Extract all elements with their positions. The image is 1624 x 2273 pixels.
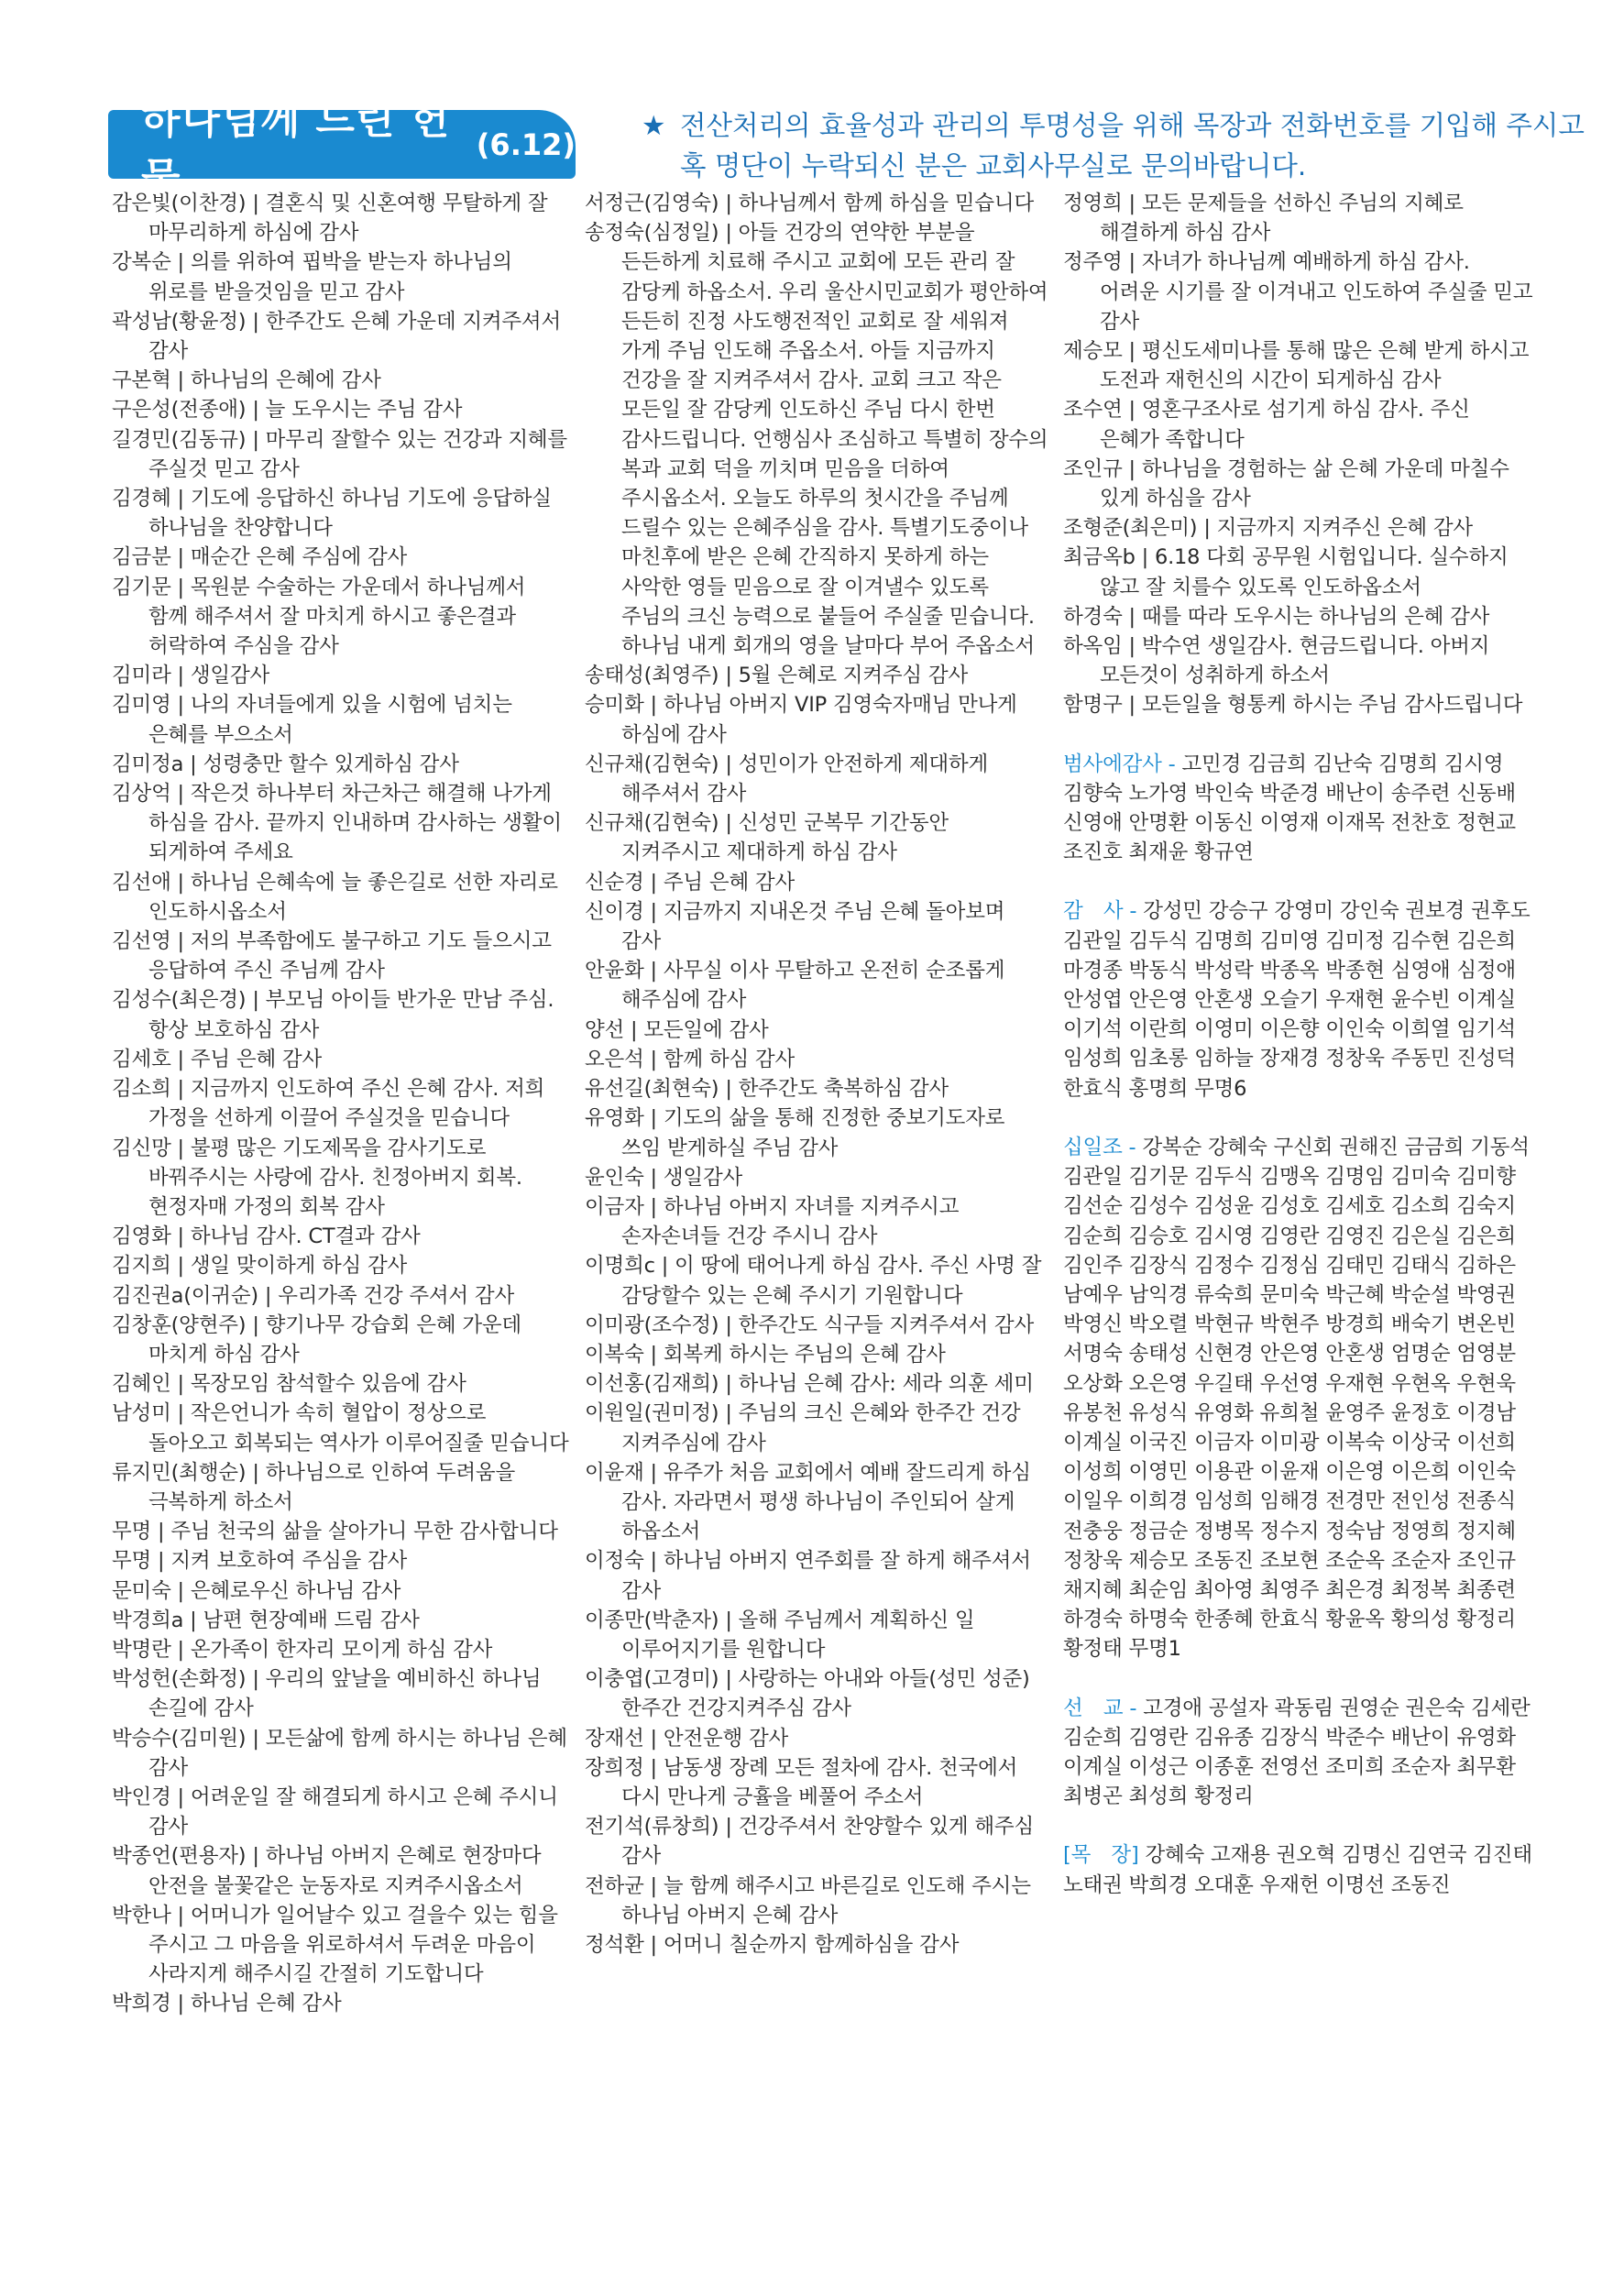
offering-entry: 신규채(김현숙) | 성민이가 안전하게 제대하게 해주셔서 감사	[585, 752, 988, 807]
offering-entry: 김지희 | 생일 맞이하게 하심 감사	[112, 1254, 408, 1279]
offering-entry: 유영화 | 기도의 삶을 통해 진정한 중보기도자로 쓰임 받게하실 주님 감사	[585, 1106, 1005, 1160]
offering-entry: 제승모 | 평신도세미나를 통해 많은 은혜 받게 하시고 도전과 재헌신의 시간이 되게하심 감사	[1063, 339, 1530, 393]
offering-entry: 남성미 | 작은언니가 속히 혈압이 정상으로 돌아오고 회복되는 역사가 이루어질줄 믿습니다	[112, 1401, 569, 1455]
offering-entry: 신이경 | 지금까지 지내온것 주님 은혜 돌아보며 감사	[585, 899, 1005, 954]
offering-entry: 박인경 | 어려운일 잘 해결되게 하시고 은혜 주시니 감사	[112, 1784, 558, 1839]
offering-entry: 이원일(권미정) | 주님의 크신 은혜와 한주간 건강 지켜주심에 감사	[585, 1401, 1021, 1455]
offering-entry: 강복순 | 의를 위하여 핍박을 받는자 하나님의 위로를 받을것임을 믿고 감사	[112, 250, 512, 304]
offering-entry: 박명란 | 온가족이 한자리 모이게 하심 감사	[112, 1637, 493, 1662]
offering-entry: 신순경 | 주님 은혜 감사	[585, 870, 796, 895]
offering-entry: 이선홍(김재희) | 하나님 은혜 감사: 세라 의훈 세미	[585, 1372, 1034, 1397]
offering-entry: 조인규 | 하나님을 경험하는 삶 은혜 가운데 마칠수 있게 하심을 감사	[1063, 456, 1509, 511]
offering-entry: 이복숙 | 회복케 하시는 주님의 은혜 감사	[585, 1342, 946, 1367]
section-separator: -	[1123, 899, 1144, 924]
offering-column-3	[1063, 189, 1534, 1900]
offering-entry: 김선애 | 하나님 은혜속에 늘 좋은길로 선한 자리로 인도하시옵소서	[112, 870, 558, 924]
offering-entry: 장재선 | 안전운행 감사	[585, 1726, 789, 1751]
section-label: 십일조	[1063, 1135, 1123, 1159]
offering-entry: 양선 | 모든일에 감사	[585, 1017, 769, 1042]
notice	[642, 105, 1585, 186]
offering-entry: 김기문 | 목원분 수술하는 가운데서 하나님께서 함께 해주셔서 잘 마치게 하시고 좋은결과 허락하여 주심을 감사	[112, 575, 526, 659]
offering-entry: 곽성남(황윤정) | 한주간도 은혜 가운데 지켜주셔서 감사	[112, 309, 561, 364]
offering-entry: 류지민(최행순) | 하나님으로 인하여 두려움을 극복하게 하소서	[112, 1460, 515, 1514]
section-names: 강복순 강혜숙 구신회 권해진 금금희 기동석 김관일 김기문 김두식 김맹옥 김명임 김미숙 김미향 김선순 김성수 김성윤 김성호 김세호 김소희 김숙지 김순희 김승호 김시영 김영란 김영진 김은실 김은희 김인주 김장식 김정수 김정심 김태민 김태식 김하은 남예우 남익경 류숙희 문미숙 박근혜 박순설 박영권 박영신 박오렬 박현규 박현주 방경희 배숙기 변온빈 서명숙 송태성 신현경 안은영 안혼생 엄명순 엄영분 오상화 오은영 우길태 우선영 우재현 우현옥 우현욱 유봉천 유성식 유영화 유희철 윤영주 윤정호 이경남 이계실 이국진 이금자 이미광 이복숙 이상국 이선희 이성희 이영민 이용관 이윤재 이은영 이은희 이인숙 이일우 이희경 임성희 임해경 전경만 전인성 전종식 전충웅 정금순 정병목 정수지 정숙남 정영희 정지혜 정창욱 제승모 조동진 조보현 조순옥 조순자 조인규 채지혜 최순임 최아영 최영주 최은경 최정복 최종련 하경숙 하명숙 한종혜 한효식 황윤옥 황의성 황정리 황정태 무명1	[1063, 1135, 1530, 1662]
offering-entry: 박희경 | 하나님 은혜 감사	[112, 1992, 342, 2016]
offering-entry: 오은석 | 함께 하심 감사	[585, 1047, 796, 1071]
offering-column-1	[112, 189, 570, 2019]
offering-entry: 이충엽(고경미) | 사랑하는 아내와 아들(성민 성준) 한주간 건강지켜주심 감사	[585, 1667, 1030, 1721]
page-title: 하나님께 드린 헌물	[141, 95, 451, 202]
offering-entry: 김금분 | 매순간 은혜 주심에 감사	[112, 545, 408, 570]
offering-entry: 정주영 | 자녀가 하나님께 예배하게 하심 감사. 어려운 시기를 잘 이겨내고 인도하여 주실줄 믿고 감사	[1063, 250, 1533, 334]
star-icon: ★	[642, 110, 666, 141]
offering-entry: 전기석(류창희) | 건강주셔서 찬양할수 있게 해주심 감사	[585, 1815, 1034, 1869]
section-label: [목 장]	[1063, 1843, 1139, 1868]
section-names: 강혜숙 고재용 권오혁 김명신 김연국 김진태 노태권 박희경 오대훈 우재헌 이명선 조동진	[1063, 1843, 1532, 1897]
offering-entry: 하옥임 | 박수연 생일감사. 현금드립니다. 아버지 모든것이 성취하게 하소서	[1063, 634, 1490, 688]
offering-entry: 윤인숙 | 생일감사	[585, 1165, 743, 1190]
offering-entry: 무명 | 주님 천국의 삶을 살아가니 무한 감사합니다	[112, 1520, 558, 1544]
offering-entry: 승미화 | 하나님 아버지 VIP 김영숙자매님 만나게 하심에 감사	[585, 693, 1017, 747]
offering-entry: 함명구 | 모든일을 형통케 하시는 주님 감사드립니다	[1063, 693, 1523, 718]
offering-entry: 김소희 | 지금까지 인도하여 주신 은혜 감사. 저희 가정을 선하게 이끌어 주실것을 믿습니다	[112, 1077, 545, 1131]
header-badge	[108, 95, 576, 202]
offering-entry: 김상억 | 작은것 하나부터 차근차근 해결해 나가게 하심을 감사. 끝까지 인내하며 감사하는 생활이 되게하여 주세요	[112, 782, 562, 865]
offering-entry: 송태성(최영주) | 5월 은혜로 지켜주심 감사	[585, 664, 968, 688]
donor-section	[1063, 1133, 1534, 1664]
offering-entry: 김세호 | 주님 은혜 감사	[112, 1047, 323, 1071]
offering-entry: 길경민(김동규) | 마무리 잘할수 있는 건강과 지혜를 주실것 믿고 감사	[112, 427, 567, 481]
offering-entry: 하경숙 | 때를 따라 도우시는 하나님의 은혜 감사	[1063, 604, 1490, 629]
donor-section	[1063, 896, 1534, 1103]
section-separator: -	[1122, 1135, 1143, 1159]
section-label: 범사에감사	[1063, 752, 1162, 776]
offering-entry: 조수연 | 영혼구조사로 섬기게 하심 감사. 주신 은혜가 족합니다	[1063, 398, 1470, 452]
offering-entry: 김미라 | 생일감사	[112, 664, 270, 688]
offering-entry: 김미정a | 성령충만 할수 있게하심 감사	[112, 752, 459, 776]
offering-entry: 김미영 | 나의 자녀들에게 있을 시험에 넘치는 은혜를 부으소서	[112, 693, 512, 747]
offering-entry: 이윤재 | 유주가 처음 교회에서 예배 잘드리게 하심 감사. 자라면서 평생 하나님이 주인되어 살게 하옵소서	[585, 1460, 1031, 1544]
section-separator: -	[1161, 752, 1182, 776]
donor-section	[1063, 1840, 1534, 1899]
offering-entry: 정영희 | 모든 문제들을 선하신 주님의 지혜로 해결하게 하심 감사	[1063, 192, 1464, 246]
donor-section	[1063, 1694, 1534, 1812]
section-names: 고민경 김금희 김난숙 김명희 김시영 김향숙 노가영 박인숙 박준경 배난이 송주련 신동배 신영애 안명환 이동신 이영재 이재목 전찬호 정현교 조진호 최재윤 황규연	[1063, 752, 1516, 865]
offering-entry: 장희정 | 남동생 장례 모든 절차에 감사. 천국에서 다시 만나게 긍휼을 베풀어 주소서	[585, 1755, 1018, 1809]
offering-entry: 정석환 | 어머니 칠순까지 함께하심을 감사	[585, 1932, 960, 1957]
offering-entry: 이종만(박춘자) | 올해 주님께서 계획하신 일 이루어지기를 원합니다	[585, 1608, 975, 1662]
offering-entry: 최금옥b | 6.18 다회 공무원 시험입니다. 실수하지 않고 잘 치를수 있도록 인도하옵소서	[1063, 545, 1509, 599]
offering-column-2	[585, 189, 1048, 1960]
notice-line-1: 전산처리의 효율성과 관리의 투명성을 위해 목장과 전화번호를 기입해 주시고	[680, 110, 1585, 141]
offering-entry: 무명 | 지켜 보호하여 주심을 감사	[112, 1549, 408, 1574]
offering-entry: 김성수(최은경) | 부모님 아이들 반가운 만남 주심. 항상 보호하심 감사	[112, 988, 554, 1042]
section-label: 선 교	[1063, 1696, 1124, 1720]
offering-entry: 안윤화 | 사무실 이사 무탈하고 온전히 순조롭게 해주심에 감사	[585, 959, 1005, 1013]
offering-entry: 김혜인 | 목장모임 참석할수 있음에 감사	[112, 1372, 466, 1397]
offering-entry: 박성헌(손화정) | 우리의 앞날을 예비하신 하나님 손길에 감사	[112, 1667, 542, 1721]
offering-entry: 구본혁 | 하나님의 은혜에 감사	[112, 368, 381, 393]
offering-entry: 김창훈(양현주) | 향기나무 강습회 은혜 가운데 마치게 하심 감사	[112, 1312, 521, 1367]
offering-entry: 유선길(최현숙) | 한주간도 축복하심 감사	[585, 1077, 949, 1102]
section-separator: -	[1123, 1696, 1144, 1720]
offering-entry: 이미광(조수정) | 한주간도 식구들 지켜주셔서 감사	[585, 1312, 1034, 1337]
section-names: 강성민 강승구 강영미 강인숙 권보경 권후도 김관일 김두식 김명희 김미영 김미정 김수현 김은희 마경종 박동식 박성락 박종옥 박종현 심영애 심정애 안성엽 안은영 안혼생 오슬기 우재현 윤수빈 이계실 이기석 이란희 이영미 이은향 이인숙 이희열 임기석 임성희 임초롱 임하늘 장재경 정창욱 주동민 진성덕 한효식 홍명희 무명6	[1063, 899, 1531, 1101]
offering-entry: 송정숙(심정일) | 아들 건강의 연약한 부분을 든든하게 치료해 주시고 교회에 모든 관리 잘 감당케 하옵소서. 우리 울산시민교회가 평안하여 든든히 진정 사도행전적인 교회로 잘 세워져 가게 주님 인도해 주옵소서. 아들 지금까지 건강을 잘 지켜주셔서 감사. 교회 크고 작은 모든일 잘 감당케 인도하신 주님 다시 한번 감사드립니다. 언행심사 조심하고 특별히 장수의 복과 교회 덕을 끼치며 믿음을 더하여 주시옵소서. 오늘도 하루의 첫시간을 주님께 드릴수 있는 은혜주심을 감사. 특별기도중이나 마친후에 받은 은혜 간직하지 못하게 하는 사악한 영들 믿음으로 잘 이겨낼수 있도록 주님의 크신 능력으로 붙들어 주실줄 믿습니다. 하나님 내게 회개의 영을 날마다 부어 주옵소서	[585, 221, 1048, 659]
offering-entry: 김영화 | 하나님 감사. CT결과 감사	[112, 1224, 421, 1249]
offering-entry: 박승수(김미원) | 모든삶에 함께 하시는 하나님 은혜 감사	[112, 1726, 567, 1780]
notice-line-2: 혹 명단이 누락되신 분은 교회사무실로 문의바랍니다.	[680, 150, 1307, 181]
section-names: 고경애 공설자 곽동림 권영순 권은숙 김세란 김순희 김영란 김유종 김장식 박준수 배난이 유영화 이계실 이성근 이종훈 전영선 조미희 조순자 최무환 최병곤 최성희 황정리	[1063, 1696, 1531, 1809]
offering-entry: 감은빛(이찬경) | 결혼식 및 신혼여행 무탈하게 잘 마무리하게 하심에 감사	[112, 192, 548, 246]
offering-entry: 서정근(김영숙) | 하나님께서 함께 하심을 믿습니다	[585, 192, 1034, 215]
offering-entry: 신규채(김현숙) | 신성민 군복무 기간동안 지켜주시고 제대하게 하심 감사	[585, 811, 949, 865]
offering-entry: 이금자 | 하나님 아버지 자녀를 지켜주시고 손자손녀들 건강 주시니 감사	[585, 1194, 960, 1249]
offering-entry: 박경희a | 남편 현장예배 드림 감사	[112, 1608, 420, 1632]
offering-entry: 조형준(최은미) | 지금까지 지켜주신 은혜 감사	[1063, 516, 1473, 541]
page-date: (6.12)	[476, 126, 576, 162]
offering-entry: 문미숙 | 은혜로우신 하나님 감사	[112, 1578, 401, 1603]
offering-entry: 김진권a(이귀순) | 우리가족 건강 주셔서 감사	[112, 1283, 514, 1308]
offering-entry: 박종언(편용자) | 하나님 아버지 은혜로 현장마다 안전을 불꽃같은 눈동자로 지켜주시옵소서	[112, 1844, 542, 1898]
offering-entry: 김경혜 | 기도에 응답하신 하나님 기도에 응답하실 하나님을 찬양합니다	[112, 487, 552, 541]
offering-entry: 김신망 | 불평 많은 기도제목을 감사기도로 바꿔주시는 사랑에 감사. 친정아버지 회복.현정자매 가정의 회복 감사	[112, 1136, 522, 1219]
offering-entry: 전하균 | 늘 함께 해주시고 바른길로 인도해 주시는 하나님 아버지 은혜 감사	[585, 1873, 1031, 1927]
donor-section	[1063, 750, 1534, 868]
section-label: 감 사	[1063, 899, 1124, 924]
offering-entry: 이정숙 | 하나님 아버지 연주회를 잘 하게 해주셔서 감사	[585, 1549, 1031, 1603]
offering-entry: 구은성(전종애) | 늘 도우시는 주님 감사	[112, 398, 463, 423]
offering-entry: 이명희c | 이 땅에 태어나게 하심 감사. 주신 사명 잘 감당할수 있는 은혜 주시기 기원합니다	[585, 1254, 1042, 1308]
offering-entry: 박한나 | 어머니가 일어날수 있고 걸을수 있는 힘을 주시고 그 마음을 위로하셔서 두려운 마음이 사라지게 해주시길 간절히 기도합니다	[112, 1903, 558, 1987]
offering-entry: 김선영 | 저의 부족함에도 불구하고 기도 들으시고 응답하여 주신 주님께 감사	[112, 929, 552, 983]
